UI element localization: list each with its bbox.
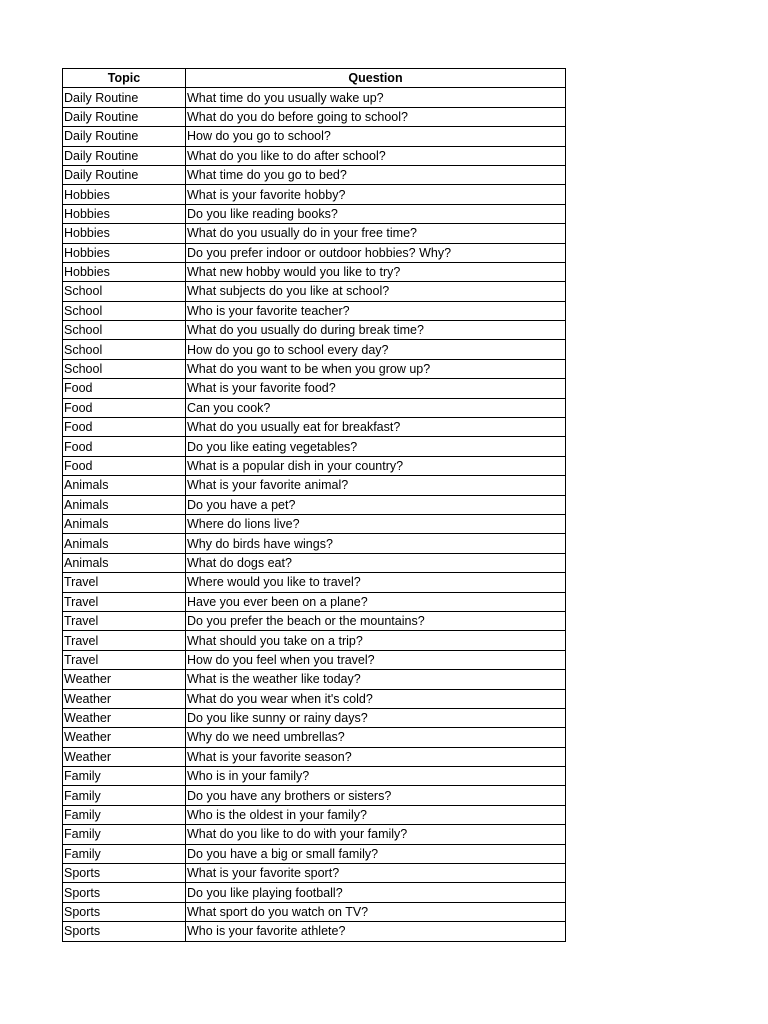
topic-cell: Hobbies [63, 185, 186, 204]
topic-cell: Animals [63, 495, 186, 514]
document-page [62, 68, 565, 942]
question-cell: How do you feel when you travel? [186, 650, 566, 669]
topic-cell: School [63, 340, 186, 359]
question-cell: Do you prefer the beach or the mountains? [186, 611, 566, 630]
question-cell: How do you go to school every day? [186, 340, 566, 359]
question-cell: What new hobby would you like to try? [186, 262, 566, 281]
question-cell: Do you have a big or small family? [186, 844, 566, 863]
table-row [63, 437, 566, 456]
topic-cell: School [63, 359, 186, 378]
question-cell: Where do lions live? [186, 514, 566, 533]
question-cell: What is your favorite season? [186, 747, 566, 766]
table-row [63, 883, 566, 902]
table-row [63, 592, 566, 611]
question-cell: What do you usually do during break time? [186, 321, 566, 340]
topic-cell: Food [63, 418, 186, 437]
question-cell: What do you want to be when you grow up? [186, 359, 566, 378]
table-row [63, 786, 566, 805]
topic-cell: Animals [63, 476, 186, 495]
topic-cell: Travel [63, 611, 186, 630]
table-row [63, 282, 566, 301]
topic-cell: Hobbies [63, 243, 186, 262]
question-cell: What do you wear when it's cold? [186, 689, 566, 708]
table-row [63, 902, 566, 921]
table-row [63, 825, 566, 844]
topic-cell: Family [63, 767, 186, 786]
question-cell: What do you usually eat for breakfast? [186, 418, 566, 437]
table-body [63, 88, 566, 941]
topic-cell: Animals [63, 514, 186, 533]
topic-cell: Daily Routine [63, 127, 186, 146]
topic-cell: Weather [63, 708, 186, 727]
table-row [63, 747, 566, 766]
topic-cell: School [63, 301, 186, 320]
question-cell: What do you like to do after school? [186, 146, 566, 165]
topic-cell: Daily Routine [63, 88, 186, 107]
topic-cell: Weather [63, 747, 186, 766]
table-row [63, 243, 566, 262]
question-cell: Do you prefer indoor or outdoor hobbies? Why? [186, 243, 566, 262]
column-header-topic: Topic [63, 69, 186, 88]
question-cell: Where would you like to travel? [186, 573, 566, 592]
table-row [63, 864, 566, 883]
topic-cell: Hobbies [63, 262, 186, 281]
table-row [63, 495, 566, 514]
table-row [63, 224, 566, 243]
question-cell: What is your favorite food? [186, 379, 566, 398]
table-row [63, 379, 566, 398]
table-row [63, 728, 566, 747]
question-cell: What is a popular dish in your country? [186, 456, 566, 475]
topic-cell: Daily Routine [63, 146, 186, 165]
question-cell: What do dogs eat? [186, 553, 566, 572]
question-cell: What do you usually do in your free time? [186, 224, 566, 243]
topic-question-table [62, 68, 566, 942]
topic-cell: Weather [63, 670, 186, 689]
table-row [63, 185, 566, 204]
topic-cell: Family [63, 825, 186, 844]
table-row [63, 573, 566, 592]
topic-cell: Food [63, 379, 186, 398]
topic-cell: Travel [63, 573, 186, 592]
topic-cell: Family [63, 844, 186, 863]
table-row [63, 553, 566, 572]
header-row [63, 69, 566, 88]
table-row [63, 301, 566, 320]
question-cell: Do you like sunny or rainy days? [186, 708, 566, 727]
table-row [63, 340, 566, 359]
question-cell: What do you like to do with your family? [186, 825, 566, 844]
table-row [63, 146, 566, 165]
table-row [63, 689, 566, 708]
question-cell: What is the weather like today? [186, 670, 566, 689]
question-cell: What time do you go to bed? [186, 165, 566, 184]
topic-cell: Daily Routine [63, 165, 186, 184]
question-cell: Have you ever been on a plane? [186, 592, 566, 611]
question-cell: Do you have any brothers or sisters? [186, 786, 566, 805]
topic-cell: Family [63, 805, 186, 824]
topic-cell: Hobbies [63, 224, 186, 243]
question-cell: How do you go to school? [186, 127, 566, 146]
table-row [63, 418, 566, 437]
question-cell: What is your favorite animal? [186, 476, 566, 495]
topic-cell: Animals [63, 553, 186, 572]
question-cell: What is your favorite hobby? [186, 185, 566, 204]
table-row [63, 204, 566, 223]
topic-cell: Hobbies [63, 204, 186, 223]
question-cell: What is your favorite sport? [186, 864, 566, 883]
column-header-question: Question [186, 69, 566, 88]
table-row [63, 631, 566, 650]
topic-cell: Sports [63, 922, 186, 941]
table-row [63, 321, 566, 340]
topic-cell: Weather [63, 728, 186, 747]
table-row [63, 262, 566, 281]
question-cell: Who is in your family? [186, 767, 566, 786]
topic-cell: Animals [63, 534, 186, 553]
topic-cell: Food [63, 437, 186, 456]
topic-cell: Travel [63, 592, 186, 611]
question-cell: What sport do you watch on TV? [186, 902, 566, 921]
table-row [63, 805, 566, 824]
question-cell: Who is the oldest in your family? [186, 805, 566, 824]
table-row [63, 398, 566, 417]
table-row [63, 534, 566, 553]
topic-cell: Family [63, 786, 186, 805]
question-cell: Why do we need umbrellas? [186, 728, 566, 747]
table-row [63, 844, 566, 863]
topic-cell: Daily Routine [63, 107, 186, 126]
table-row [63, 708, 566, 727]
table-row [63, 670, 566, 689]
topic-cell: Travel [63, 631, 186, 650]
topic-cell: School [63, 321, 186, 340]
question-cell: Do you like reading books? [186, 204, 566, 223]
table-row [63, 107, 566, 126]
question-cell: What time do you usually wake up? [186, 88, 566, 107]
table-row [63, 650, 566, 669]
table-row [63, 514, 566, 533]
topic-cell: Sports [63, 864, 186, 883]
question-cell: What do you do before going to school? [186, 107, 566, 126]
table-row [63, 456, 566, 475]
topic-cell: Sports [63, 883, 186, 902]
topic-cell: Food [63, 398, 186, 417]
question-cell: Why do birds have wings? [186, 534, 566, 553]
topic-cell: Sports [63, 902, 186, 921]
table-row [63, 767, 566, 786]
table-row [63, 127, 566, 146]
question-cell: Who is your favorite teacher? [186, 301, 566, 320]
table-row [63, 922, 566, 941]
question-cell: What subjects do you like at school? [186, 282, 566, 301]
question-cell: Who is your favorite athlete? [186, 922, 566, 941]
question-cell: Do you like eating vegetables? [186, 437, 566, 456]
question-cell: Do you like playing football? [186, 883, 566, 902]
topic-cell: School [63, 282, 186, 301]
table-row [63, 611, 566, 630]
question-cell: What should you take on a trip? [186, 631, 566, 650]
question-cell: Do you have a pet? [186, 495, 566, 514]
table-row [63, 359, 566, 378]
topic-cell: Food [63, 456, 186, 475]
topic-cell: Travel [63, 650, 186, 669]
table-row [63, 165, 566, 184]
question-cell: Can you cook? [186, 398, 566, 417]
table-row [63, 476, 566, 495]
topic-cell: Weather [63, 689, 186, 708]
table-row [63, 88, 566, 107]
